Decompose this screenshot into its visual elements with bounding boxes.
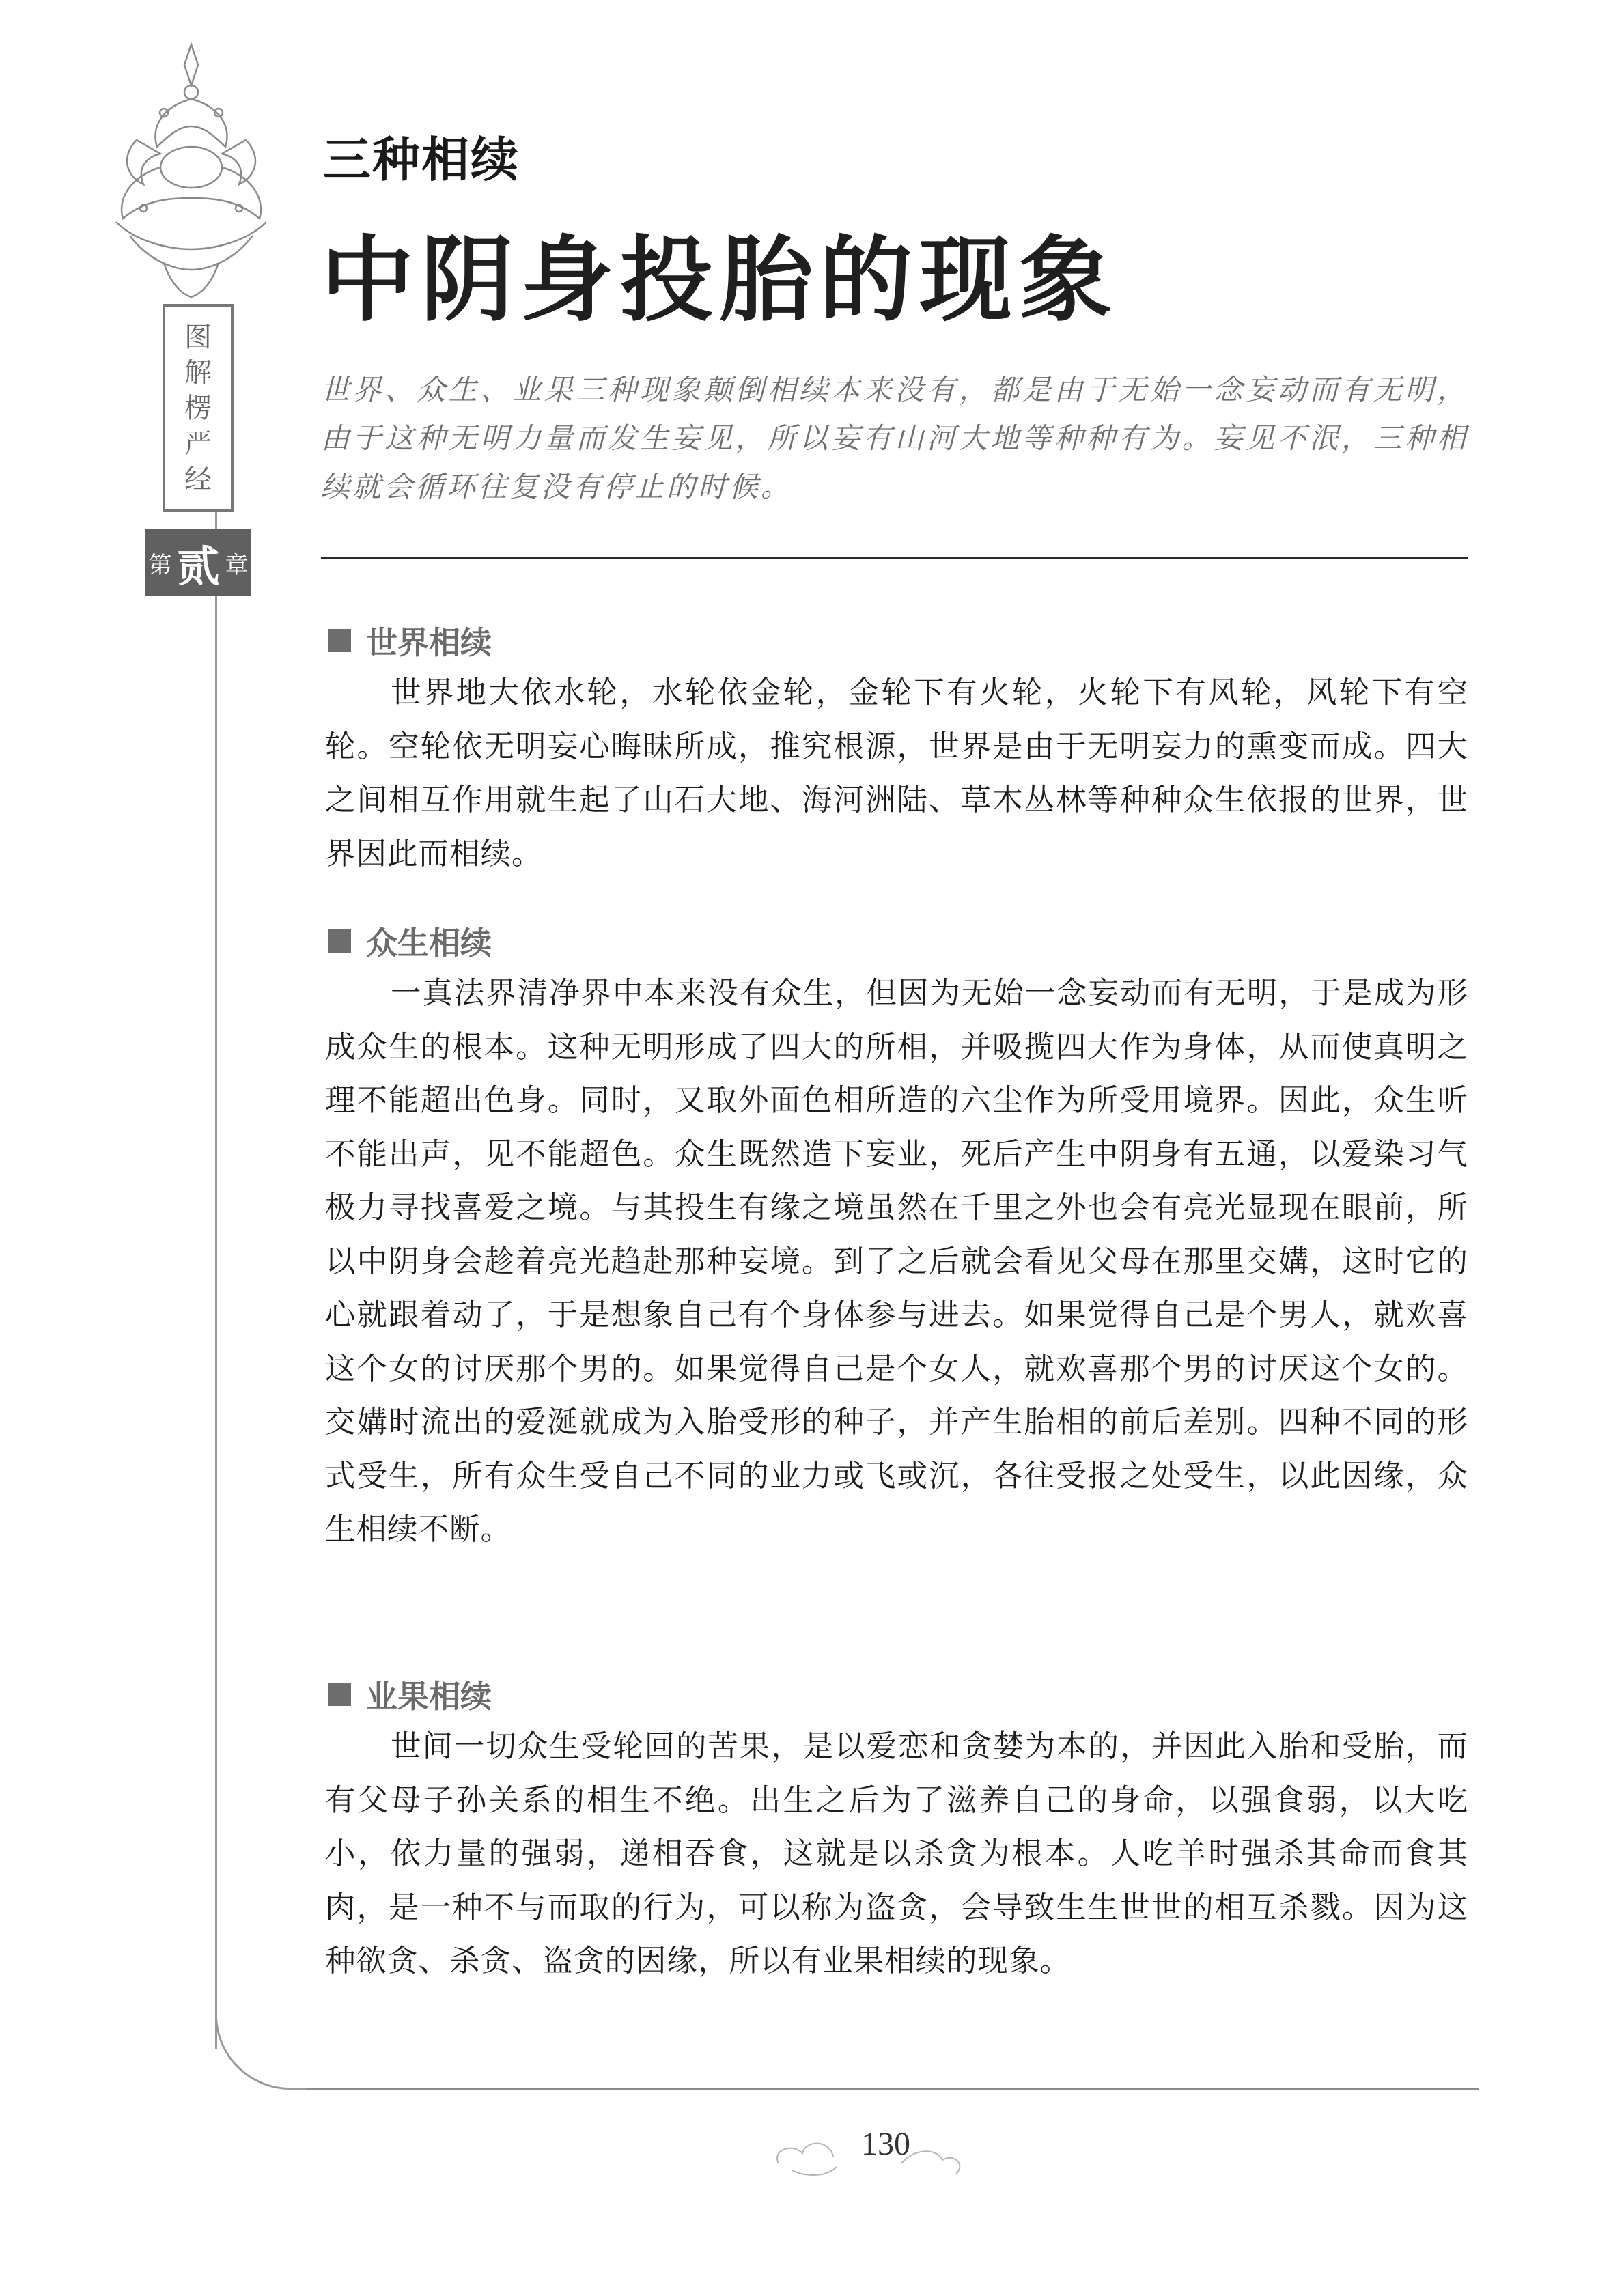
book-title-char: 严 xyxy=(184,427,212,460)
section-body-world: 世界地大依水轮，水轮依金轮，金轮下有火轮，火轮下有风轮，风轮下有空轮。空轮依无明妄心晦昧所成，推究根源，世界是由于无明妄力的熏变而成。四大之间相互作用就生起了山石大地、海河洲陆、草木丛林等种种众生依报的世界，世界因此而相续。 xyxy=(325,675,1468,871)
section-body-beings: 一真法界清净界中本来没有众生，但因为无始一念妄动而有无明，于是成为形成众生的根本。这种无明形成了四大的所相，并吸揽四大作为身体，从而使真明之理不能超出色身。同时，又取外面色相所造的六尘作为所受用境界。因此，众生听不能出声，见不能超色。众生既然造下妄业，死后产生中阴身有五通，以爱染习气极力寻找喜爱之境。与其投生有缘之境虽然在千里之外也会有亮光显现在眼前，所以中阴身会趁着亮光趋赴那种妄境。到了之后就会看见父母在那里交媾，这时它的心就跟着动了，于是想象自己有个身体参与进去。如果觉得自己是个男人，就欢喜这个女的讨厌那个男的。如果觉得自己是个女人，就欢喜那个男的讨厌这个女的。交媾时流出的爱涎就成为入胎受形的种子，并产生胎相的前后差别。四种不同的形式受生，所有众生受自己不同的业力或飞或沉，各往受报之处受生，以此因缘，众生相续不断。 xyxy=(325,976,1468,1547)
sidebar-corner-curve xyxy=(215,1994,311,2090)
book-title-char: 图 xyxy=(184,321,212,353)
header-divider xyxy=(321,557,1468,559)
chapter-label xyxy=(145,529,251,596)
page-title: 中阴身投胎的现象 xyxy=(321,227,1119,335)
section-body-karma: 世间一切众生受轮回的苦果，是以爱恋和贪婪为本的，并因此入胎和受胎，而有父母子孙关系的相生不绝。出生之后为了滋养自己的身命，以强食弱，以大吃小，依力量的强弱，递相吞食，这就是以杀贪为根本。人吃羊时强杀其命而食其肉，是一种不与而取的行为，可以称为盗贪，会导致生生世世的相互杀戮。因为这种欲贪、杀贪、盗贪的因缘，所以有业果相续的现象。 xyxy=(325,1729,1468,1978)
square-bullet-icon xyxy=(328,629,351,652)
square-bullet-icon xyxy=(328,929,351,953)
section-heading-world xyxy=(328,618,492,663)
section-heading-text: 业果相续 xyxy=(366,1678,492,1715)
book-title-char: 楞 xyxy=(184,392,212,424)
page-number: 130 xyxy=(861,2126,910,2162)
book-title-char: 经 xyxy=(184,463,212,495)
book-title-box xyxy=(163,304,234,512)
footer-rule xyxy=(307,2088,1479,2090)
book-title-char: 解 xyxy=(184,356,212,389)
section-heading-text: 世界相续 xyxy=(366,624,492,661)
section-heading-beings xyxy=(328,918,492,964)
page-subtitle: 三种相续 xyxy=(323,132,520,188)
chapter-suffix: 章 xyxy=(225,551,249,579)
vajra-lotus-ornament-icon xyxy=(96,38,287,311)
chapter-prefix: 第 xyxy=(148,551,172,579)
section-heading-text: 众生相续 xyxy=(366,925,492,962)
square-bullet-icon xyxy=(328,1683,351,1706)
intro-paragraph: 世界、众生、业果三种现象颠倒相续本来没有，都是由于无始一念妄动而有无明，由于这种无明力量而发生妄见，所以妄有山河大地等种种有为。妄见不泯，三种相续就会循环往复没有停止的时候。 xyxy=(321,373,1468,503)
section-heading-karma xyxy=(328,1672,492,1717)
chapter-number: 贰 xyxy=(177,541,220,591)
